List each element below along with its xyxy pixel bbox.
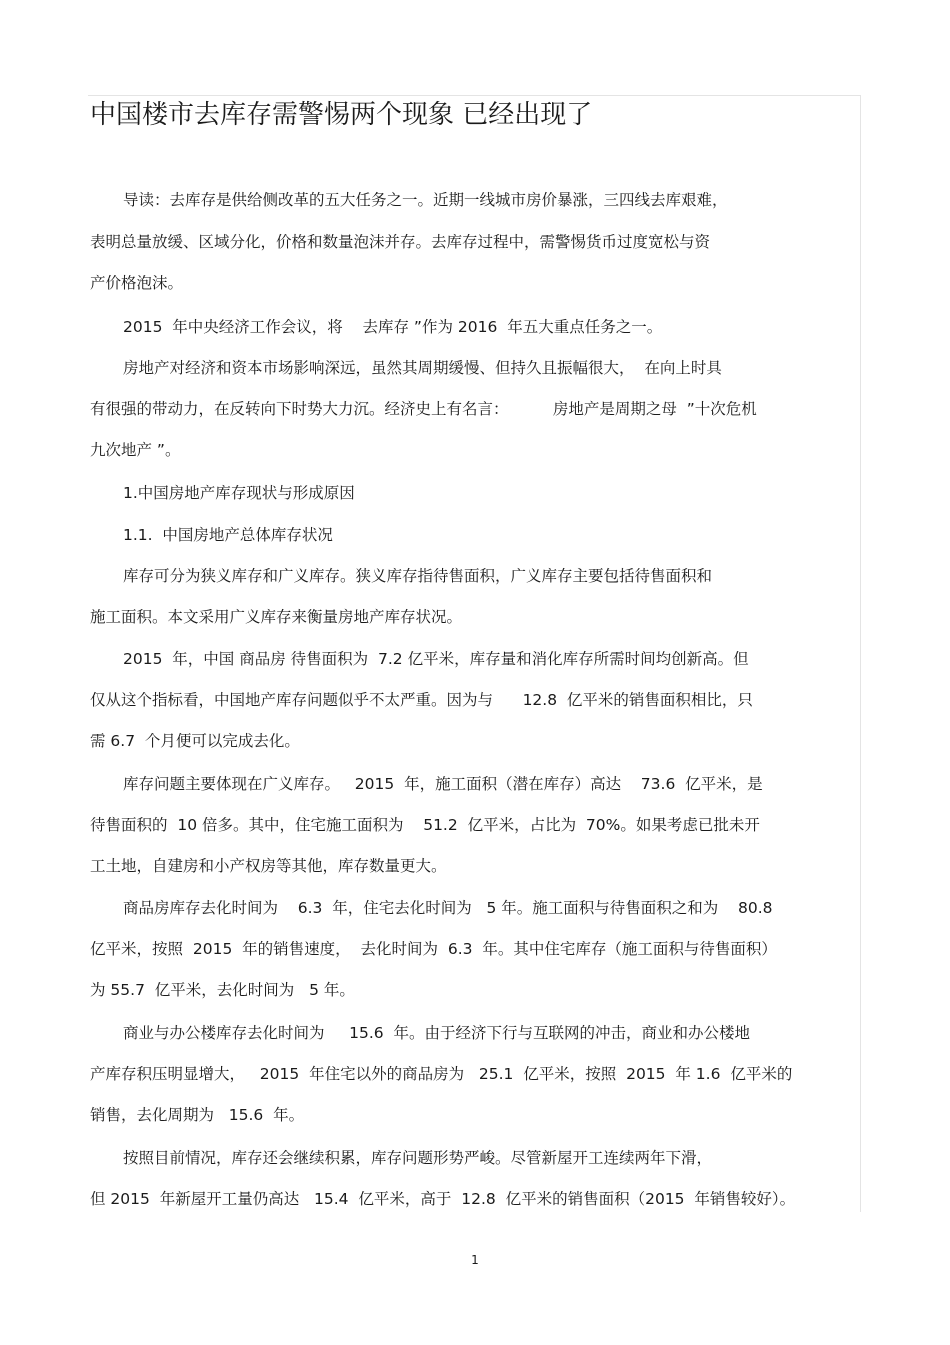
- article-title: 中国楼市去库存需警惕两个现象 已经出现了: [90, 100, 593, 130]
- paragraph-line: 有很强的带动力，在反转向下时势大力沉。经济史上有名言： 房地产是周期之母 ”十次危机: [90, 400, 757, 418]
- paragraph-line: 需 6.7 个月便可以完成去化。: [90, 732, 300, 750]
- paragraph-line: 仅从这个指标看，中国地产库存问题似乎不太严重。因为与 12.8 亿平米的销售面积相比，只: [90, 691, 753, 709]
- paragraph-line: 但 2015 年新屋开工量仍高达 15.4 亿平米，高于 12.8 亿平米的销售面积（2015 年销售较好）。: [90, 1190, 796, 1208]
- paragraph-line: 亿平米，按照 2015 年的销售速度， 去化时间为 6.3 年。其中住宅库存（施工面积与待售面积）: [90, 940, 777, 958]
- paragraph-line: 为 55.7 亿平米，去化时间为 5 年。: [90, 981, 355, 999]
- paragraph-line: 库存可分为狭义库存和广义库存。狭义库存指待售面积，广义库存主要包括待售面积和: [123, 567, 713, 585]
- paragraph-line: 销售，去化周期为 15.6 年。: [90, 1106, 305, 1124]
- paragraph-line: 施工面积。本文采用广义库存来衡量房地产库存状况。: [90, 608, 463, 626]
- paragraph-line: 产价格泡沫。: [90, 274, 184, 292]
- section-heading: 1.中国房地产库存现状与形成原因: [123, 484, 355, 502]
- paragraph-line: 产库存积压明显增大， 2015 年住宅以外的商品房为 25.1 亿平米，按照 2015 年 1.6 亿平米的: [90, 1065, 793, 1083]
- paragraph-line: 工土地，自建房和小产权房等其他，库存数量更大。: [90, 857, 447, 875]
- paragraph-line: 商业与办公楼库存去化时间为 15.6 年。由于经济下行与互联网的冲击，商业和办公楼地: [123, 1024, 751, 1042]
- subsection-heading: 1.1. 中国房地产总体库存状况: [123, 526, 333, 544]
- paragraph-line: 库存问题主要体现在广义库存。 2015 年，施工面积（潜在库存）高达 73.6 亿平米，是: [123, 775, 763, 793]
- paragraph-line: 九次地产 ”。: [90, 441, 181, 459]
- paragraph-line: 导读：去库存是供给侧改革的五大任务之一。近期一线城市房价暴涨，三四线去库艰难，: [123, 191, 728, 209]
- paragraph-line: 房地产对经济和资本市场影响深远，虽然其周期缓慢、但持久且振幅很大， 在向上时具: [123, 359, 722, 377]
- paragraph-line: 2015 年，中国 商品房 待售面积为 7.2 亿平米，库存量和消化库存所需时间均创新高。但: [123, 650, 749, 668]
- paragraph-line: 商品房库存去化时间为 6.3 年，住宅去化时间为 5 年。施工面积与待售面积之和为 80.8: [123, 899, 773, 917]
- paragraph-line: 按照目前情况，库存还会继续积累，库存问题形势严峻。尽管新屋开工连续两年下滑，: [123, 1149, 713, 1167]
- page-number: 1: [471, 1253, 479, 1267]
- paragraph-line: 2015 年中央经济工作会议，将 去库存 ”作为 2016 年五大重点任务之一。: [123, 318, 663, 336]
- paragraph-line: 表明总量放缓、区域分化，价格和数量泡沫并存。去库存过程中，需警惕货币过度宽松与资: [90, 233, 711, 251]
- paragraph-line: 待售面积的 10 倍多。其中，住宅施工面积为 51.2 亿平米，占比为 70%。如果考虑已批未开: [90, 816, 760, 834]
